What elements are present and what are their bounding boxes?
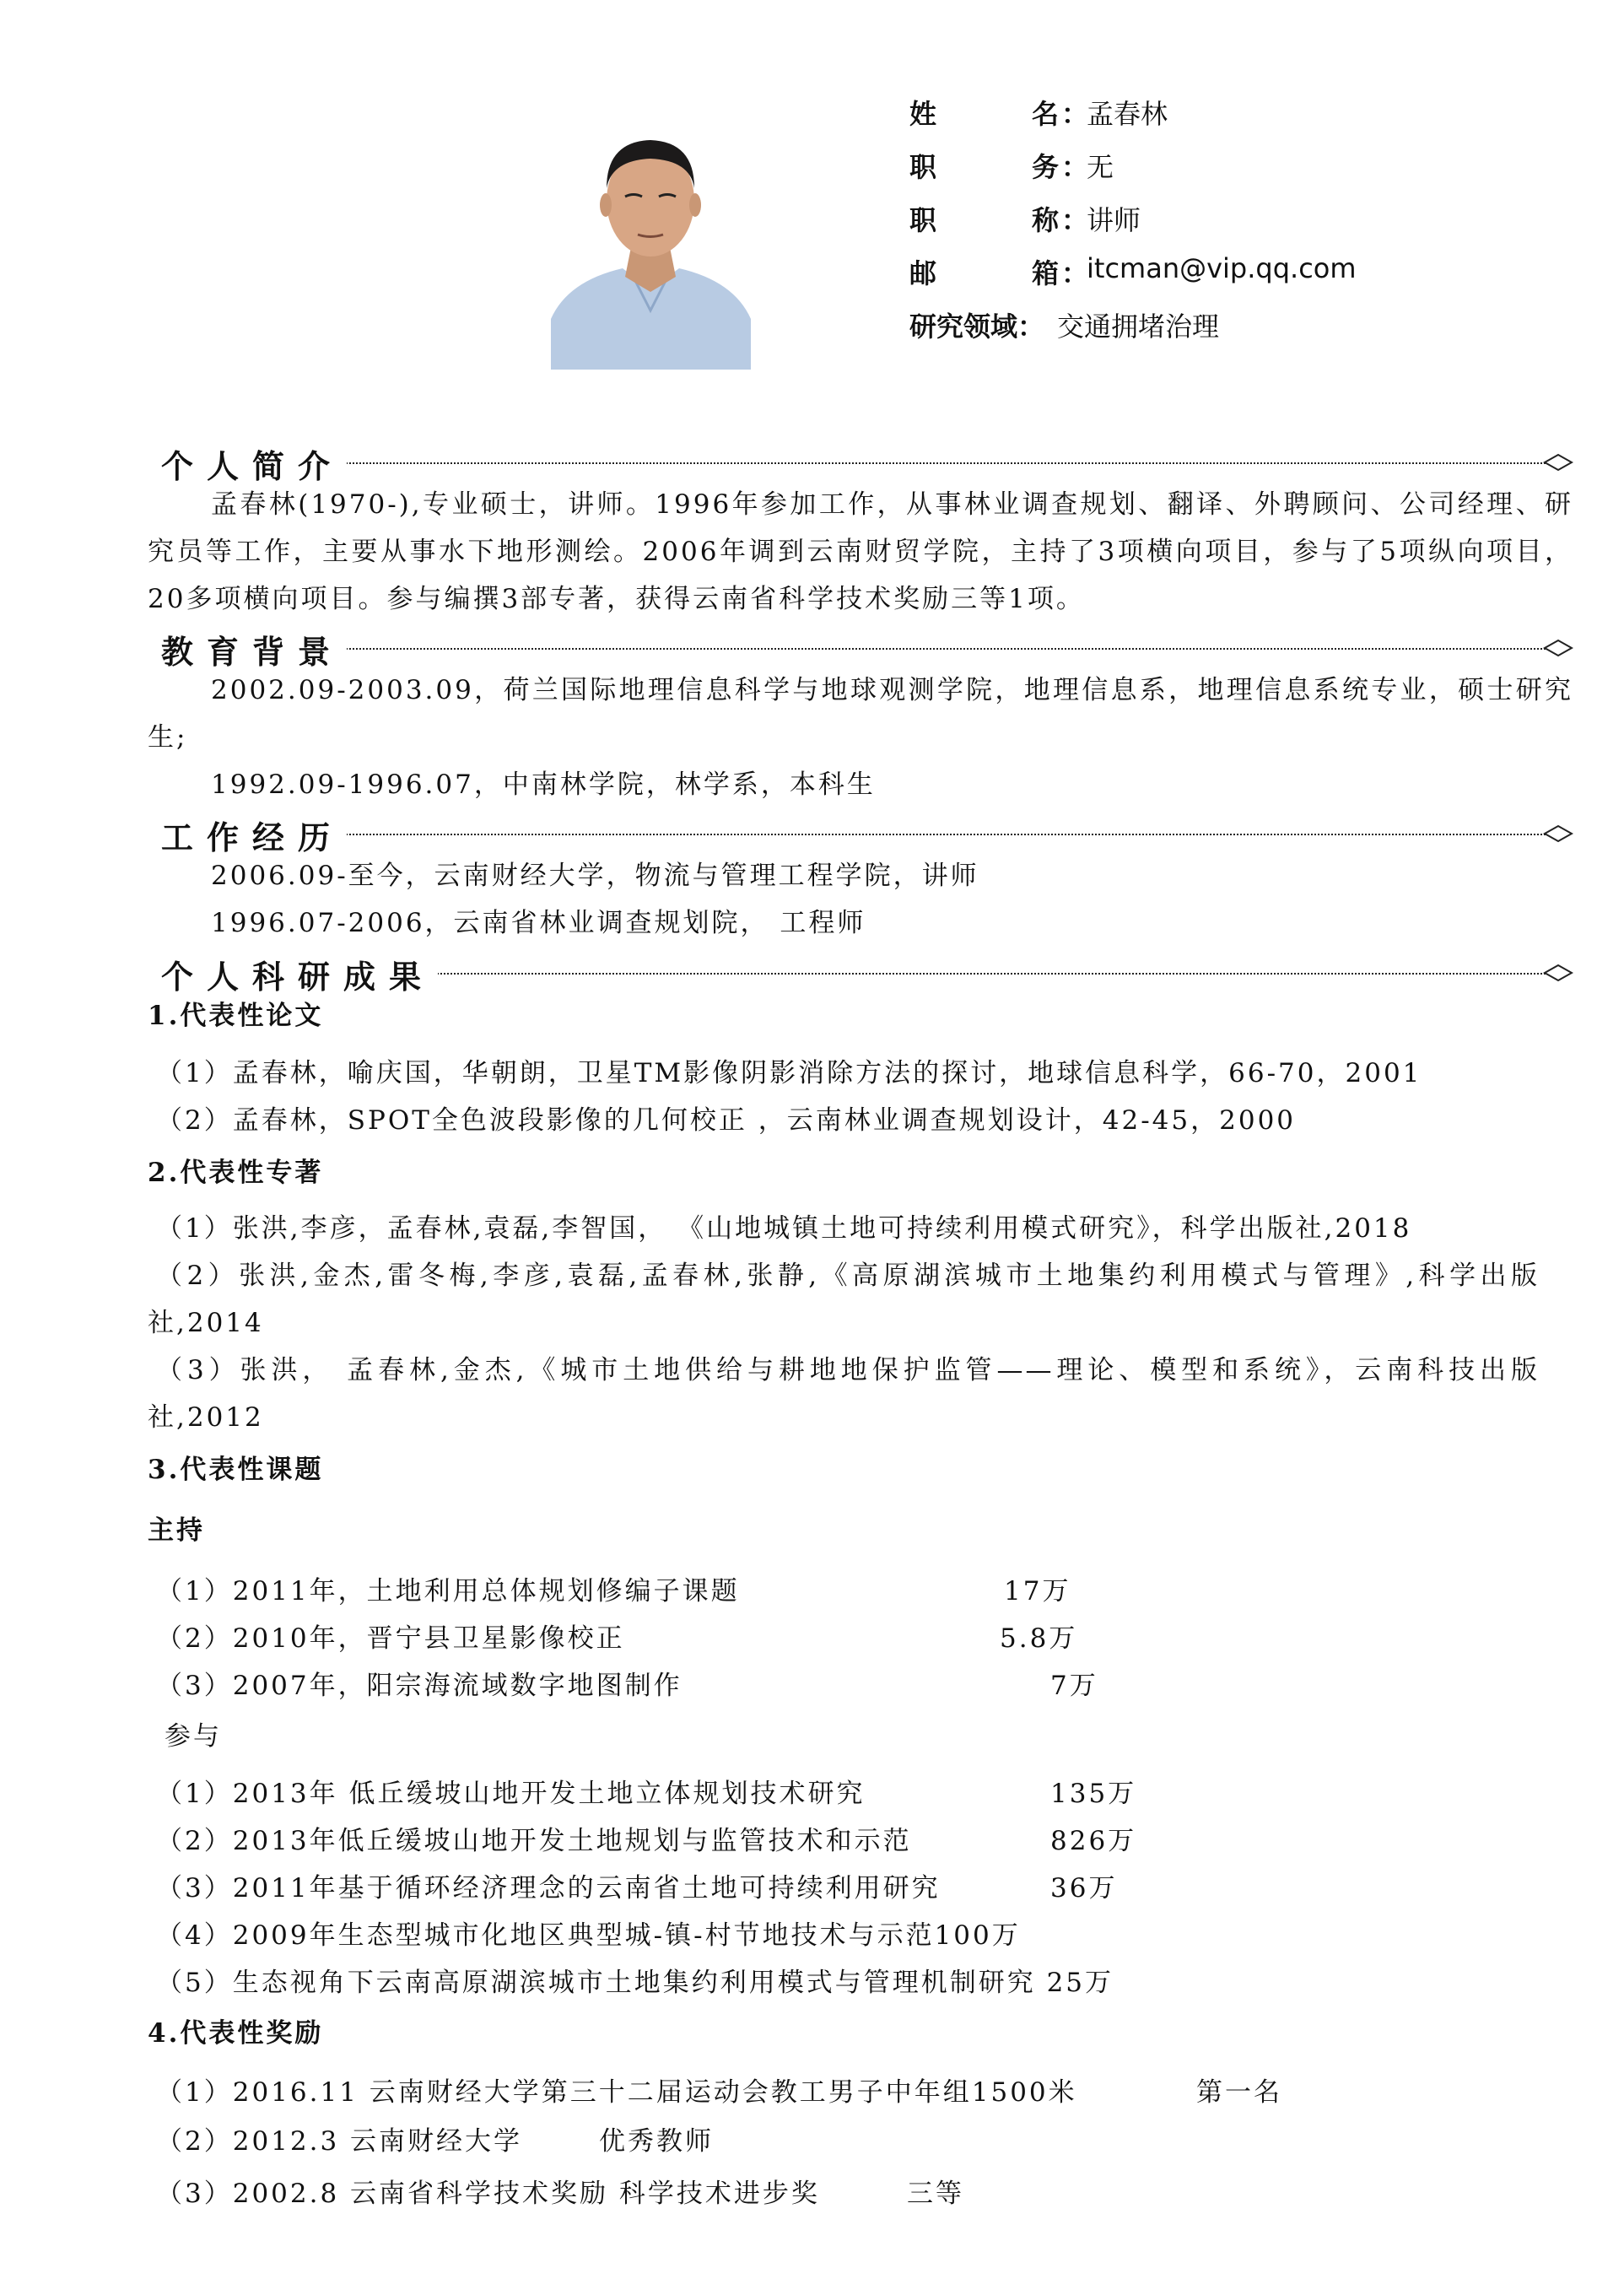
title-value: 讲师 [1087, 204, 1141, 236]
profile-title-row: 职 称 ： 讲师 [909, 199, 1567, 252]
host-project: （1）2011年，土地利用总体规划修编子课题 [156, 1576, 740, 1606]
book-item: （1）张洪,李彦，孟春林,袁磊,李智国， 《山地城镇土地可持续利用模式研究》，科学出版社,2018 [156, 1213, 1412, 1244]
diamond-outline-icon [1543, 824, 1573, 843]
education-item: 2002.09-2003.09，荷兰国际地理信息科学与地球观测学院，地理信息系，地理信息系统专业，硕士研究生; [148, 675, 1573, 753]
work-item: 1996.07-2006，云南省林业调查规划院， 工程师 [211, 908, 866, 938]
diamond-outline-icon [1543, 639, 1573, 657]
award-item: （1）2016.11 云南财经大学第三十二届运动会教工男子中年组1500米 [156, 2077, 1077, 2108]
host-project: （3）2007年，阳宗海流域数字地图制作 [156, 1671, 683, 1701]
education-heading: 教育背景 [161, 626, 347, 672]
profile-research-row [909, 305, 1567, 359]
papers-heading: 1.代表性论文 [148, 1001, 324, 1031]
section-divider [161, 462, 1548, 464]
research-heading-bar [148, 949, 1573, 996]
participate-project: （4）2009年生态型城市化地区典型城-镇-村节地技术与示范100万 [156, 1920, 1021, 1951]
profile-name-row: 姓 名 ： 孟春林 [909, 93, 1567, 146]
paper-item: （1）孟春林，喻庆国，华朝朗，卫星TM影像阴影消除方法的探讨，地球信息科学，66-70，2001 [156, 1058, 1422, 1088]
research-heading: 个人科研成果 [161, 951, 438, 997]
participate-project: （2）2013年低丘缓坡山地开发土地规划与监管技术和示范 [156, 1826, 912, 1856]
awards-heading: 4.代表性奖励 [148, 2018, 324, 2049]
profile-position-row: 职 务 ： 无 [909, 146, 1567, 199]
participate-project-amount: 36万 [1050, 1873, 1118, 1904]
work-heading-bar [148, 810, 1573, 856]
host-project-amount: 7万 [1050, 1671, 1098, 1701]
research-value: 交通拥堵治理 [1057, 310, 1220, 343]
host-project: （2）2010年，晋宁县卫星影像校正 [156, 1623, 625, 1654]
award-item-extra: 三等 [907, 2179, 964, 2209]
host-project-amount: 17万 [1004, 1576, 1071, 1606]
award-item: （2）2012.3 云南财经大学 [156, 2126, 523, 2157]
position-value: 无 [1087, 151, 1114, 183]
education-item: 1992.09-1996.07，中南林学院，林学系，本科生 [211, 770, 876, 800]
research-section [148, 949, 1573, 996]
projects-heading: 3.代表性课题 [148, 1455, 324, 1485]
award-item-extra: 优秀教师 [599, 2126, 714, 2157]
work-section [148, 810, 1573, 947]
participate-project: （1）2013年 低丘缓坡山地开发土地立体规划技术研究 [156, 1779, 866, 1809]
book-item: （3）张洪， 孟春林,金杰,《城市土地供给与耕地地保护监管——理论、模型和系统》，云南科技出版社,2012 [148, 1355, 1540, 1433]
portrait-photo [551, 108, 751, 370]
award-item-extra: 第一名 [1196, 2077, 1282, 2108]
books-heading: 2.代表性专著 [148, 1158, 324, 1188]
profile-info [909, 93, 1567, 359]
intro-text: 孟春林(1970-),专业硕士，讲师。1996年参加工作，从事林业调查规划、翻译、外聘顾问、公司经理、研究员等工作，主要从事水下地形测绘。2006年调到云南财贸学院，主持了3项横向项目，参与了5项纵向项目，20多项横向项目。参与编撰3部专著，获得云南省科学技术奖励三等1项。 [148, 489, 1573, 614]
name-value: 孟春林 [1087, 98, 1168, 130]
participate-heading: 参与 [165, 1721, 222, 1752]
book-item: （2）张洪,金杰,雷冬梅,李彦,袁磊,孟春林,张静,《高原湖滨城市土地集约利用模式与管理》,科学出版社,2014 [148, 1261, 1540, 1338]
intro-heading: 个人简介 [161, 440, 347, 487]
host-project-amount: 5.8万 [1000, 1623, 1078, 1654]
email-value: itcman@vip.qq.com [1087, 252, 1357, 284]
participate-project: （5）生态视角下云南高原湖滨城市土地集约利用模式与管理机制研究 25万 [156, 1968, 1114, 1998]
research-label: 研究领域： [909, 310, 1045, 343]
education-section [148, 624, 1573, 808]
intro-heading-bar [148, 439, 1573, 485]
participate-project-amount: 135万 [1050, 1779, 1137, 1809]
intro-section [148, 439, 1573, 623]
participate-project-amount: 826万 [1050, 1826, 1137, 1856]
section-divider [161, 834, 1548, 835]
work-heading: 工作经历 [161, 812, 347, 858]
award-item: （3）2002.8 云南省科学技术奖励 科学技术进步奖 [156, 2179, 820, 2209]
participate-project: （3）2011年基于循环经济理念的云南省土地可持续利用研究 [156, 1873, 941, 1904]
diamond-outline-icon [1543, 453, 1573, 472]
host-heading: 主持 [148, 1515, 205, 1546]
section-divider [161, 648, 1548, 650]
diamond-outline-icon [1543, 964, 1573, 982]
paper-item: （2）孟春林，SPOT全色波段影像的几何校正 ，云南林业调查规划设计，42-45，2000 [156, 1105, 1297, 1136]
education-heading-bar [148, 624, 1573, 671]
portrait-image [551, 108, 751, 370]
profile-email-row: 邮 箱 ： itcman@vip.qq.com [909, 252, 1357, 289]
work-item: 2006.09-至今，云南财经大学，物流与管理工程学院，讲师 [211, 861, 979, 891]
